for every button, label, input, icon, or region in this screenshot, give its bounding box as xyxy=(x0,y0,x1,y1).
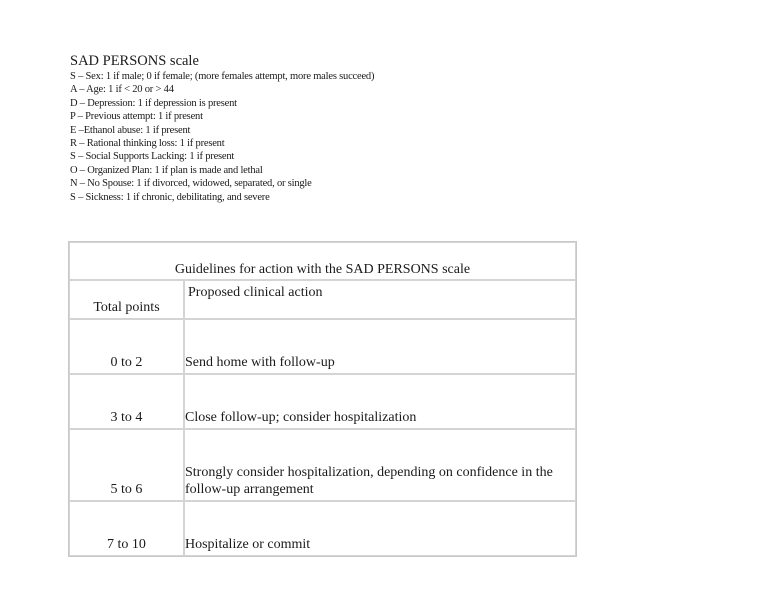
scale-item-rational-thinking: R – Rational thinking loss: 1 if present xyxy=(70,138,225,150)
scale-item-ethanol-abuse: E –Ethanol abuse: 1 if present xyxy=(70,124,191,136)
scale-item-sex: S – Sex: 1 if male; 0 if female; (more females attempt, more males succeed) xyxy=(70,71,375,82)
table-caption: Guidelines for action with the SAD PERSONS scale xyxy=(69,242,576,280)
scale-criteria-list xyxy=(70,70,490,204)
table-row xyxy=(69,501,576,556)
scale-item-depression: D – Depression: 1 if depression is present xyxy=(70,97,237,109)
action-cell: Hospitalize or commit xyxy=(184,501,576,556)
scale-title: SAD PERSONS scale xyxy=(70,53,199,69)
action-cell: Close follow-up; consider hospitalization xyxy=(184,374,576,429)
table-row xyxy=(69,429,576,501)
scale-item-age: A – Age: 1 if < 20 or > 44 xyxy=(70,84,174,96)
points-cell: 3 to 4 xyxy=(69,374,184,429)
points-cell: 5 to 6 xyxy=(69,429,184,501)
scale-item-organized-plan: O – Organized Plan: 1 if plan is made and lethal xyxy=(70,164,263,176)
table-row xyxy=(69,374,576,429)
scale-item-social-supports: S – Social Supports Lacking: 1 if present xyxy=(70,151,235,163)
points-cell: 7 to 10 xyxy=(69,501,184,556)
action-cell: Strongly consider hospitalization, depending on confidence in the follow-up arrangement xyxy=(184,429,576,501)
table-row xyxy=(69,319,576,374)
header-total-points: Total points xyxy=(69,280,184,319)
sad-persons-scale xyxy=(70,53,490,204)
scale-item-sickness: S – Sickness: 1 if chronic, debilitating, and severe xyxy=(70,191,270,203)
points-cell: 0 to 2 xyxy=(69,319,184,374)
header-clinical-action: Proposed clinical action xyxy=(184,280,576,319)
scale-item-no-spouse: N – No Spouse: 1 if divorced, widowed, separated, or single xyxy=(70,178,312,190)
scale-item-previous-attempt: P – Previous attempt: 1 if present xyxy=(70,111,203,123)
action-cell: Send home with follow-up xyxy=(184,319,576,374)
guidelines-table xyxy=(68,241,577,557)
